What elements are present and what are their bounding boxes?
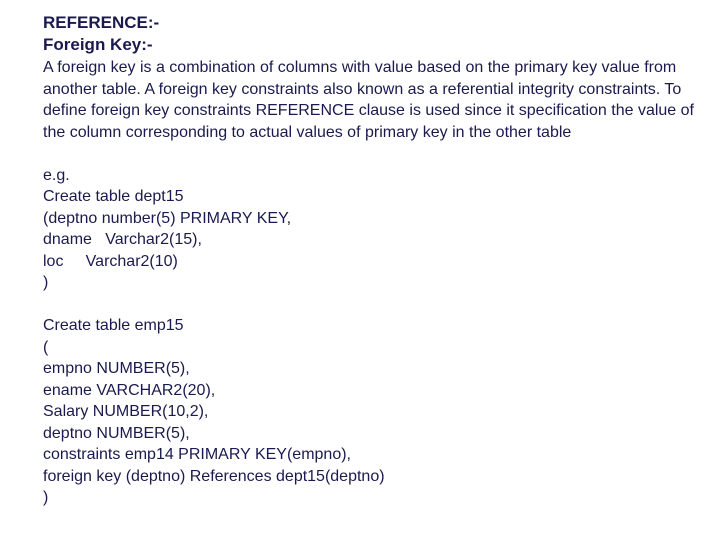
emp-code-line: foreign key (deptno) References dept15(deptno) <box>43 467 385 485</box>
emp-code-line: Salary NUMBER(10,2), <box>43 403 209 420</box>
dept-code-line: loc Varchar2(10) <box>43 252 178 270</box>
emp-code-line: empno NUMBER(5), <box>43 360 190 377</box>
spacer <box>43 294 703 316</box>
dept-code-line: dname Varchar2(15), <box>43 231 202 248</box>
dept-code-line: ) <box>43 274 49 291</box>
document-content <box>43 12 703 509</box>
emp-code-line: constraints emp14 PRIMARY KEY(empno), <box>43 446 351 463</box>
emp-code-line: ename VARCHAR2(20), <box>43 381 216 399</box>
example-label: e.g. <box>43 166 70 184</box>
dept-code-line: Create table dept15 <box>43 188 184 205</box>
emp-code-line: deptno NUMBER(5), <box>43 424 190 442</box>
dept-code-line: (deptno number(5) PRIMARY KEY, <box>43 209 292 227</box>
foreign-key-heading: Foreign Key:- <box>43 35 153 54</box>
emp-code-line: Create table emp15 <box>43 317 184 334</box>
emp-code-line: ( <box>43 338 49 356</box>
emp-code-line: ) <box>43 489 49 506</box>
foreign-key-description: A foreign key is a combination of columns with value based on the primary key value from another table. A foreign key constraints also known as a referential integrity constraints. To define foreign key constraints REFERENCE clause is used since it specification the value of the column corresponding to actual values of primary key in the other table <box>43 59 694 141</box>
reference-heading: REFERENCE:- <box>43 13 160 32</box>
spacer <box>43 143 703 165</box>
